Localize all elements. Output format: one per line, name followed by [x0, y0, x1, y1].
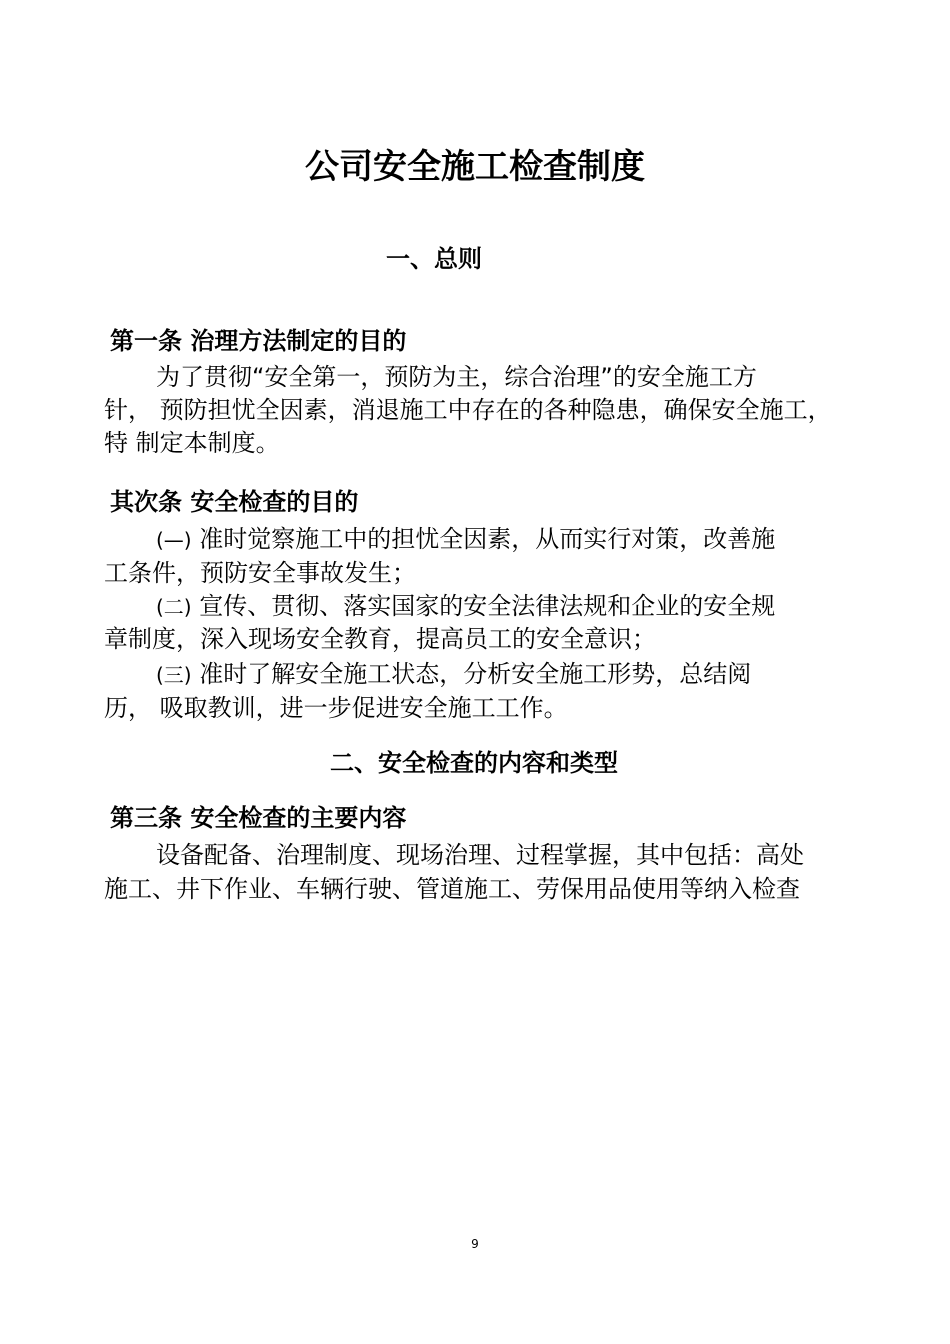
article-1-line-2: 针， 预防担忧全因素，消退施工中存在的各种隐患，确保安全施工，: [104, 396, 832, 424]
article-1-line-1: 为了贯彻“安全第一，预防为主，综合治理”的安全施工方: [156, 363, 757, 391]
article-2-item-3-line-1: [156, 657, 751, 692]
enum-marker-3: (三): [156, 663, 192, 687]
article-2-item-1-line-1: [156, 522, 775, 557]
article-1-line-3: 特 制定本制度。: [104, 429, 280, 457]
article-3-line-2: 施工、井下作业、车辆行驶、管道施工、劳保用品使用等纳入检查: [104, 875, 800, 903]
article-3-line-1: 设备配备、治理制度、现场治理、过程掌握，其中包括：高处: [156, 841, 804, 869]
item-3-text: 准时了解安全施工状态，分析安全施工形势，总结阅: [191, 660, 752, 688]
section-heading-general: 一、总则: [386, 245, 482, 273]
item-2-text: 宣传、贯彻、落实国家的安全法律法规和企业的安全规: [191, 592, 776, 620]
article-heading-2: 其次条 安全检查的目的: [110, 488, 359, 516]
item-1-text: 准时觉察施工中的担忧全因素，从而实行对策，改善施: [191, 525, 776, 553]
article-2-item-1-line-2: 工条件，预防安全事故发生；: [104, 559, 416, 587]
enum-marker-1: (—): [156, 528, 192, 552]
article-heading-3: 第三条 安全检查的主要内容: [110, 804, 407, 832]
section-heading-content-types: 二、安全检查的内容和类型: [330, 749, 618, 777]
page-number: 9: [471, 1237, 479, 1251]
enum-marker-2: (二): [156, 595, 192, 619]
article-2-item-3-line-2: 历， 吸取教训，进一步促进安全施工工作。: [104, 694, 568, 722]
article-2-item-2-line-1: [156, 589, 775, 624]
document-title: 公司安全施工检查制度: [305, 147, 645, 187]
article-heading-1: 第一条 治理方法制定的目的: [110, 327, 407, 355]
article-2-item-2-line-2: 章制度，深入现场安全教育，提高员工的安全意识；: [104, 625, 656, 653]
